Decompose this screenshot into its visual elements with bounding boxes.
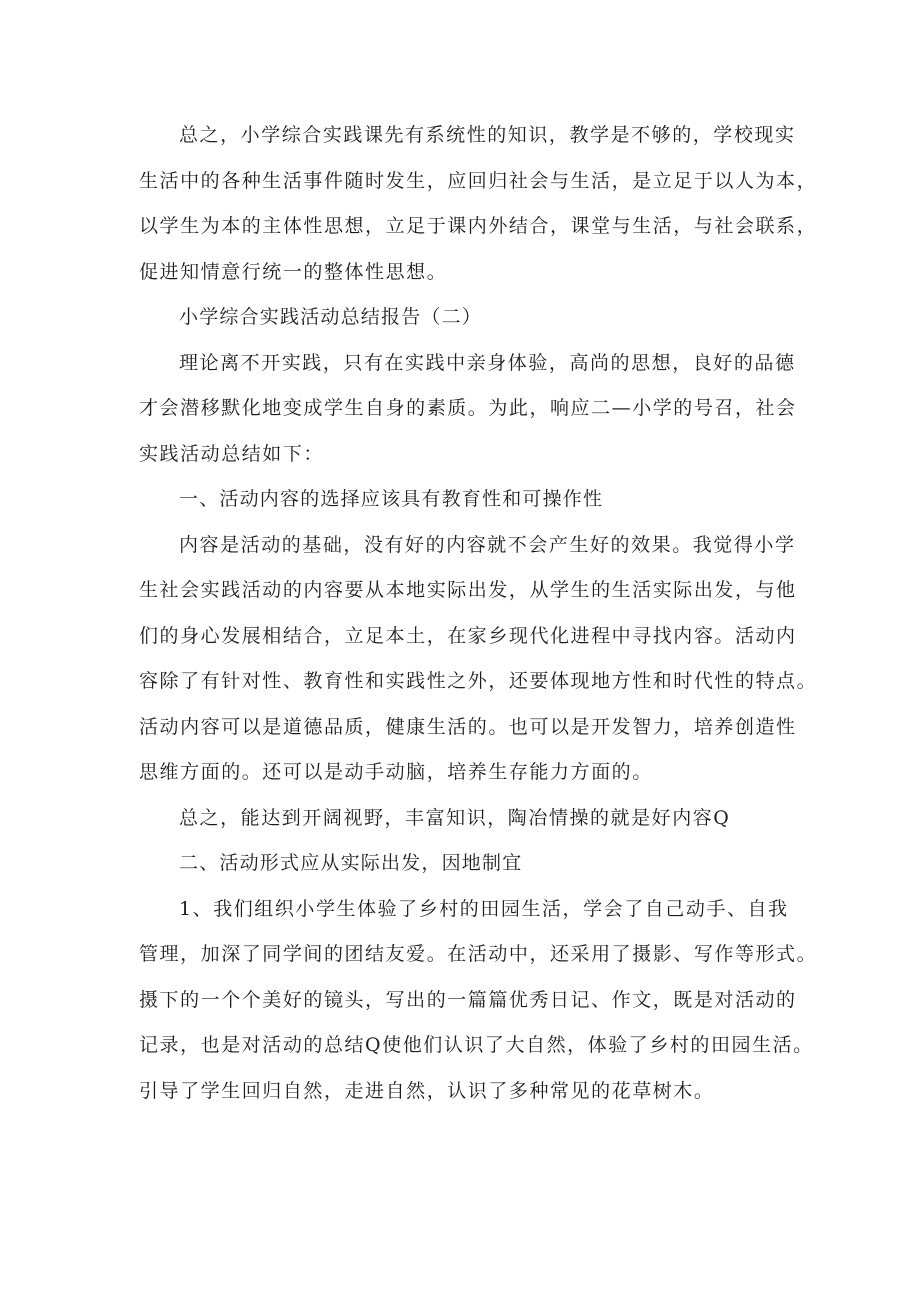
section-heading: 二、活动形式应从实际出发，因地制宜 (179, 852, 523, 874)
text-line: 理论离不开实践，只有在实践中亲身体验，高尚的思想，良好的品德 (179, 351, 796, 374)
text-line: 总之，小学综合实践课先有系统性的知识，教学是不够的，学校现实 (179, 124, 796, 146)
text-line: 生活中的各种生活事件随时发生，应回归社会与生活，是立足于以人为本， (139, 169, 818, 192)
text-line: 实践活动总结如下： (139, 442, 324, 465)
heading-two (139, 841, 799, 887)
paragraph-summary (139, 113, 818, 295)
text-line: 1、我们组织小学生体验了乡村的田园生活，学会了自己动手、自我 (179, 897, 789, 920)
text-line: 们的身心发展相结合，立足本土，在家乡现代化进程中寻找内容。活动内 (139, 624, 797, 647)
document-body (139, 113, 818, 1114)
section-title: 小学综合实践活动总结报告（二） (179, 306, 483, 328)
text-line: 思维方面的。还可以是动手动脑，培养生存能力方面的。 (139, 761, 653, 783)
paragraph-conclusion (139, 796, 799, 842)
heading-one (139, 477, 799, 523)
text-line: 促进知情意行统一的整体性思想。 (139, 260, 448, 283)
text-line: 活动内容可以是道德品质，健康生活的。也可以是开发智力，培养创造性 (139, 715, 797, 738)
text-line: 才会潜移默化地变成学生自身的素质。为此，响应二—小学的号召，社会 (139, 397, 797, 419)
text-line: 记录，也是对活动的总结Q使他们认识了大自然，体验了乡村的田园生活。 (139, 1034, 814, 1056)
text-line: 管理，加深了同学间的团结友爱。在活动中，还采用了摄影、写作等形式。 (139, 943, 818, 965)
paragraph-intro (139, 341, 799, 478)
section-heading: 一、活动内容的选择应该具有教育性和可操作性 (179, 488, 604, 510)
text-line: 内容是活动的基础，没有好的内容就不会产生好的效果。我觉得小学 (179, 533, 796, 556)
text-line: 容除了有针对性、教育性和实践性之外，还要体现地方性和时代性的特点。 (139, 670, 818, 692)
text-line: 生社会实践活动的内容要从本地实际出发，从学生的生活实际出发，与他 (139, 579, 797, 601)
paragraph-content (139, 523, 818, 796)
report-title (139, 295, 799, 341)
text-line: 摄下的一个个美好的镜头，写出的一篇篇优秀日记、作文，既是对活动的 (139, 988, 797, 1011)
paragraph-activity (139, 887, 818, 1115)
text-line: 总之，能达到开阔视野，丰富知识，陶冶情操的就是好内容Q (179, 806, 731, 829)
text-line: 以学生为本的主体性思想，立足于课内外结合，课堂与生活，与社会联系， (139, 215, 818, 237)
text-line: 引导了学生回归自然，走进自然，认识了多种常见的花草树木。 (139, 1079, 715, 1102)
